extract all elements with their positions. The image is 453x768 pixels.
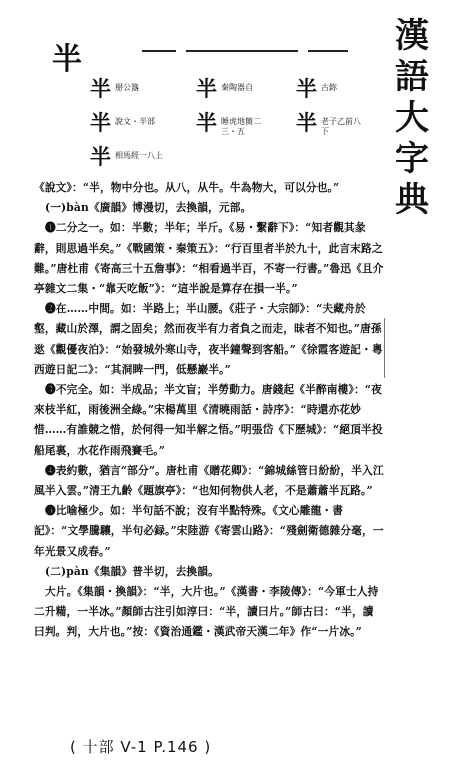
ancient-glyph: 半: [296, 110, 317, 135]
ancient-glyph: 半: [90, 76, 111, 101]
ancient-glyph: 半: [296, 76, 317, 101]
definition-4: ❹表約數，猶言“部分”。唐杜甫《贈花卿》：“錦城絲管日紛紛，半入江風半入雲。”清王九齡《題旗亭》：“也知何物供人老，不是蕭蕭半瓦路。”: [34, 463, 384, 498]
ancient-glyph: 半: [196, 76, 217, 101]
head-character: 半: [52, 42, 82, 77]
glyph-form: [296, 112, 365, 137]
glyph-form: [90, 78, 163, 100]
ancient-glyph: 半: [90, 110, 111, 135]
definition-5: ❺比喻極少。如：半句話不說；沒有半點特殊。《文心雕龍・書記》：“文學騰驤，半句必録。”宋陸游《寄雲山路》：“殘劍衛德雜分毫，一年光景又成春。”: [34, 504, 384, 558]
glyph-form: [90, 112, 165, 134]
header-rule: [142, 50, 176, 52]
handwritten-note: ( 十部 V-1 P.146 ): [70, 738, 212, 756]
margin-mark: [384, 318, 385, 378]
header-rule: [186, 50, 298, 52]
glyph-source: 老子乙前八下: [321, 117, 361, 136]
title-char: 字: [395, 139, 429, 179]
title-char: 語: [395, 57, 429, 97]
title-char: 漢: [395, 16, 429, 56]
title-char: 大: [395, 98, 429, 138]
glyph-source: 古鉨: [321, 83, 337, 92]
definition-1: ❶二分之一。如：半數；半年；半斤。《易・繫辭下》：“知者觀其彖辭，則思過半矣。”《戰國策・秦策五》：“行百里者半於九十，此言末路之難。”唐杜甫《寄高三十五詹事》：“相看過半百，不寄一行書。”魯迅《且介亭雜文二集・“靠天吃飯”》：“這半說是算存在損一半。”: [34, 221, 384, 296]
glyph-form: [196, 78, 265, 100]
glyph-form: [90, 146, 169, 168]
definition-pan: 大片。《集韻・換韻》：“半，大片也。”《漢書・李陵傳》：“今軍士人持二升糒，一半冰。”顏師古注引如淳曰：“半，讀曰片。”師古曰：“半，讀曰判。判，大片也。”按：《資治通鑑・漢武帝天漢二年》作“一片冰。”: [34, 585, 379, 639]
ancient-glyph: 半: [196, 110, 217, 135]
definition-3: ❸不完全。如：半成品；半文盲；半勞動力。唐錢起《半醉南樓》：“夜來枝半紅，雨後洲全綠。”宋楊萬里《清曉雨話・詩序》：“時還亦花妙惜……有誰競之惜，於何得一知半解之悟。”明張岱《下歷城》：“絕頂半投船尾裏，水花作雨飛賽毛。”: [34, 383, 383, 457]
glyph-source: 相馬經一八上: [115, 151, 163, 160]
pronunciation-heading: (一)bàn《廣韻》博漫切，去換韻，元部。: [45, 201, 252, 215]
shuowen-quote: 《說文》：“半，物中分也。从八，从牛。牛為物大，可以分也。”: [34, 181, 340, 194]
ancient-glyph: 半: [90, 144, 111, 169]
header-rule: [308, 50, 348, 52]
entry-body: [34, 178, 384, 643]
pronunciation-heading: (二)pàn《集韻》普半切，去換韻。: [45, 564, 219, 578]
glyph-source: 說文・半部: [115, 117, 155, 126]
glyph-source: 睡虎地簡二三・五: [221, 117, 261, 136]
title-char: 典: [395, 180, 429, 220]
glyph-source: 秦陶器自: [221, 83, 253, 92]
glyph-form: [296, 78, 351, 100]
glyph-source: 掰公簋: [115, 83, 139, 92]
definition-2: ❷在……中間。如：半路上；半山腰。《莊子・大宗師》：“夫藏舟於壑，藏山於澤，謂之固矣；然而夜半有力者負之而走，昧者不知也。”唐孫逖《觀優夜泊》：“始發城外寒山寺，夜半鐘聲到客船。”《徐霞客遊記・粵西遊日記二》：“其洞睥一門，低懸巖半。”: [34, 302, 383, 376]
glyph-form: [196, 112, 271, 137]
dictionary-title: [392, 16, 432, 221]
